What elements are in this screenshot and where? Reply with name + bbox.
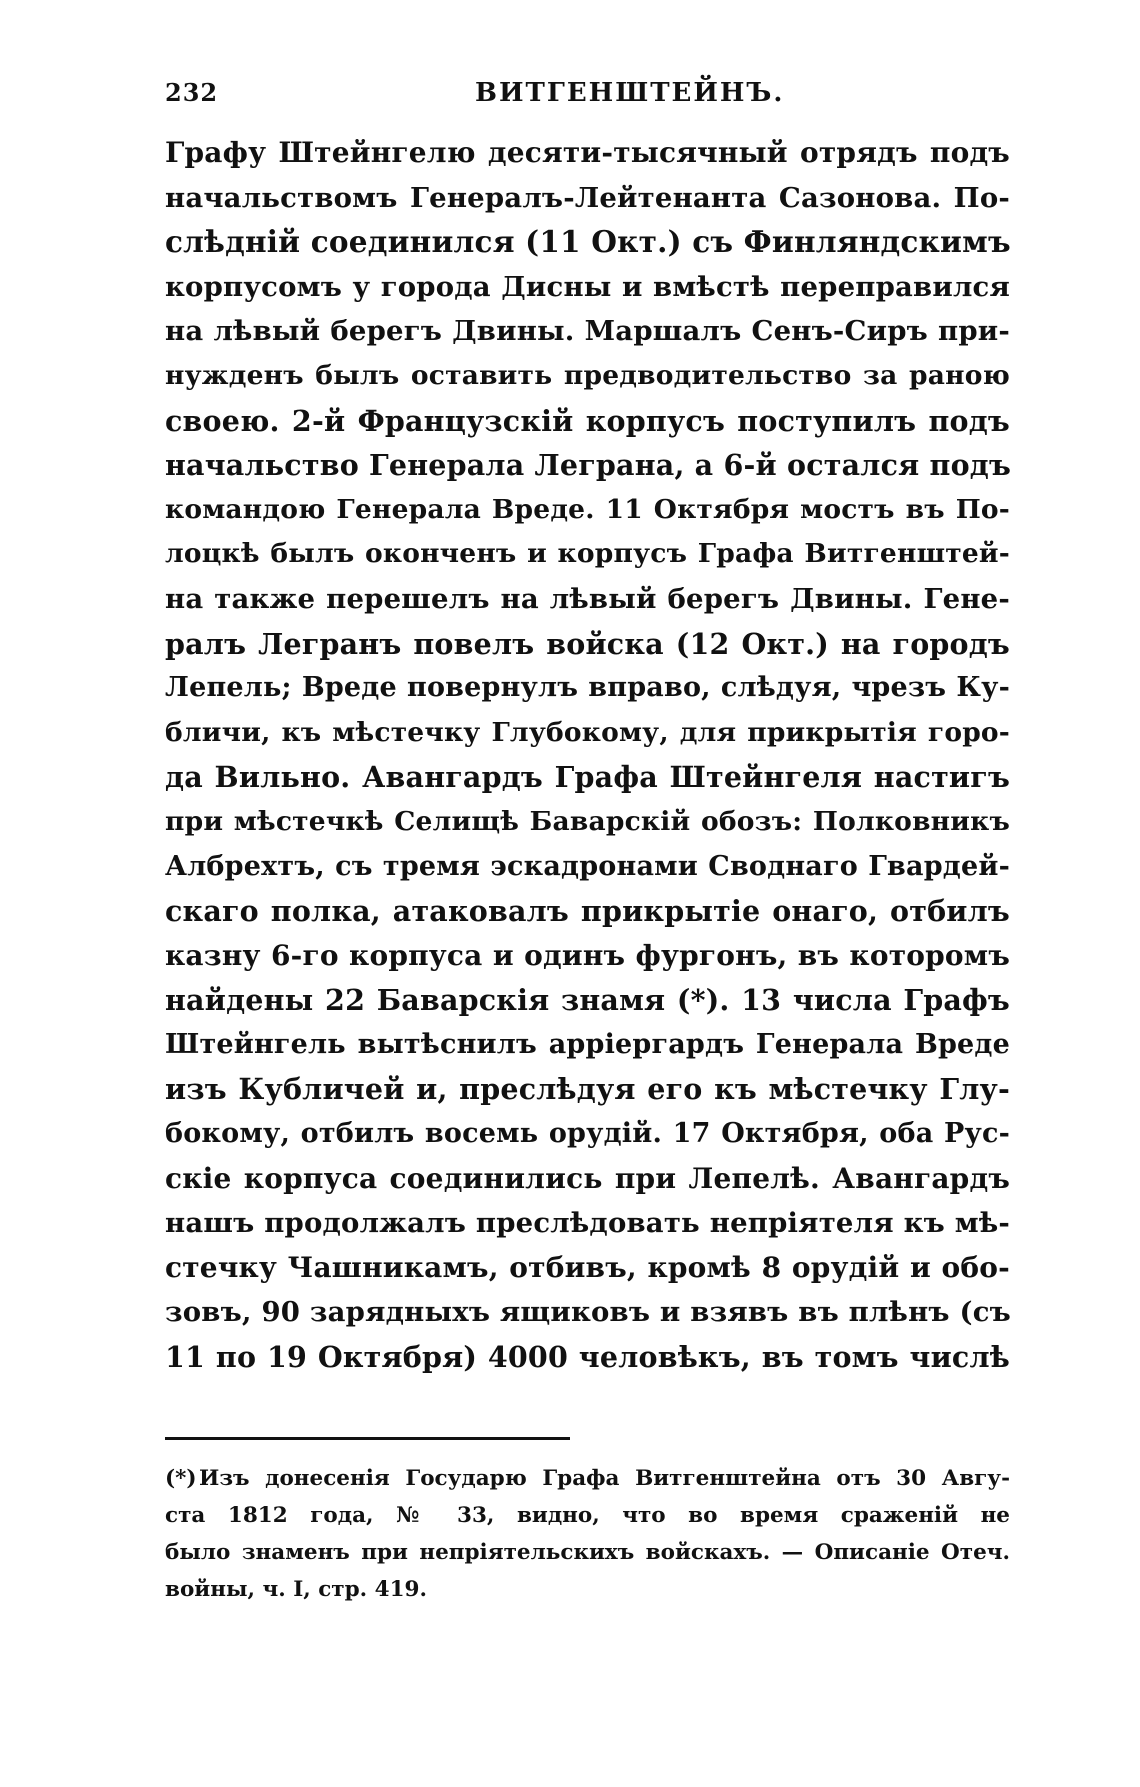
text-line: да Вильно. Авангардъ Графа Штейнгеля настигъ bbox=[165, 760, 1010, 795]
text-line: стечку Чашникамъ, отбивъ, кромѣ 8 орудій и обо- bbox=[165, 1250, 1010, 1284]
page-header bbox=[165, 78, 1010, 118]
text-line: скаго полка, атаковалъ прикрытіе онаго, отбилъ bbox=[165, 894, 1010, 929]
footnote-text: Изъ донесенія Государю Графа Витгенштейна отъ 30 Авгу- bbox=[199, 1466, 1010, 1491]
text-line: Лепель; Вреде повернулъ вправо, слѣдуя, чрезъ Ку- bbox=[165, 672, 1010, 704]
text-line: казну 6-го корпуса и одинъ фургонъ, въ которомъ bbox=[165, 938, 1010, 972]
text-line: Албрехтъ, съ тремя эскадронами Своднаго Гвардей- bbox=[165, 850, 1010, 882]
text-line: нашъ продолжалъ преслѣдовать непріятеля къ мѣ- bbox=[165, 1207, 1010, 1240]
text-line: командою Генерала Вреде. 11 Октября мостъ въ По- bbox=[165, 493, 1010, 525]
text-line: бокому, отбилъ восемь орудій. 17 Октября, оба Рус- bbox=[165, 1118, 1010, 1150]
footnote-line bbox=[165, 1460, 1010, 1497]
footnote bbox=[165, 1460, 1010, 1608]
text-line: начальство Генерала Леграна, а 6-й остался подъ bbox=[165, 448, 1012, 483]
page-number: 232 bbox=[165, 78, 219, 107]
text-line: при мѣстечкѣ Селищѣ Баварскій обозъ: Полковникъ bbox=[165, 805, 1010, 837]
text-line: бличи, къ мѣстечку Глубокому, для прикрытія горо- bbox=[165, 716, 1010, 748]
text-line: ралъ Легранъ повелъ войска (12 Окт.) на городъ bbox=[165, 626, 1010, 661]
text-line: начальствомъ Генералъ-Лейтенанта Сазонова. По- bbox=[165, 181, 1010, 214]
text-line: зовъ, 90 зарядныхъ ящиковъ и взявъ въ плѣнъ (съ bbox=[165, 1296, 1011, 1329]
text-line: найдены 22 Баварскія знамя (*). 13 числа Графъ bbox=[165, 983, 1010, 1018]
footnote-line: было знаменъ при непріятельскихъ войскахъ. — Описаніе Отеч. bbox=[165, 1540, 1010, 1565]
text-line: корпусомъ у города Дисны и вмѣстѣ переправился bbox=[165, 270, 1010, 303]
footnote-line: ста 1812 года, № 33, видно, что во время сраженій не bbox=[165, 1503, 1010, 1528]
body-text bbox=[165, 131, 1010, 1380]
text-line: Штейнгель вытѣснилъ арріергардъ Генерала Вреде bbox=[165, 1028, 1010, 1060]
text-line: изъ Кубличей и, преслѣдуя его къ мѣстечку Глу- bbox=[165, 1072, 1010, 1107]
text-line: нужденъ былъ оставить предводительство за раною bbox=[165, 359, 1010, 391]
text-line: на лѣвый берегъ Двины. Маршалъ Сенъ-Сиръ при- bbox=[165, 315, 1010, 348]
text-line: на также перешелъ на лѣвый берегъ Двины. Гене- bbox=[165, 582, 1010, 615]
text-line: своею. 2-й Французскій корпусъ поступилъ подъ bbox=[165, 403, 1010, 438]
text-line: 11 по 19 Октября) 4000 человѣкъ, въ томъ числѣ bbox=[165, 1340, 1010, 1375]
footnote-line: войны, ч. I, стр. 419. bbox=[165, 1577, 427, 1602]
text-line: Графу Штейнгелю десяти-тысячный отрядъ подъ bbox=[165, 136, 1010, 169]
running-title: ВИТГЕНШТЕЙНЪ. bbox=[475, 78, 785, 108]
text-line: лоцкѣ былъ оконченъ и корпусъ Графа Витгенштей- bbox=[165, 538, 1010, 570]
text-line: скіе корпуса соединились при Лепелѣ. Авангардъ bbox=[165, 1161, 1010, 1195]
footnote-divider bbox=[165, 1437, 570, 1440]
text-line: слѣдній соединился (11 Окт.) съ Финляндскимъ bbox=[165, 224, 1011, 260]
footnote-marker: (*) bbox=[165, 1466, 197, 1491]
